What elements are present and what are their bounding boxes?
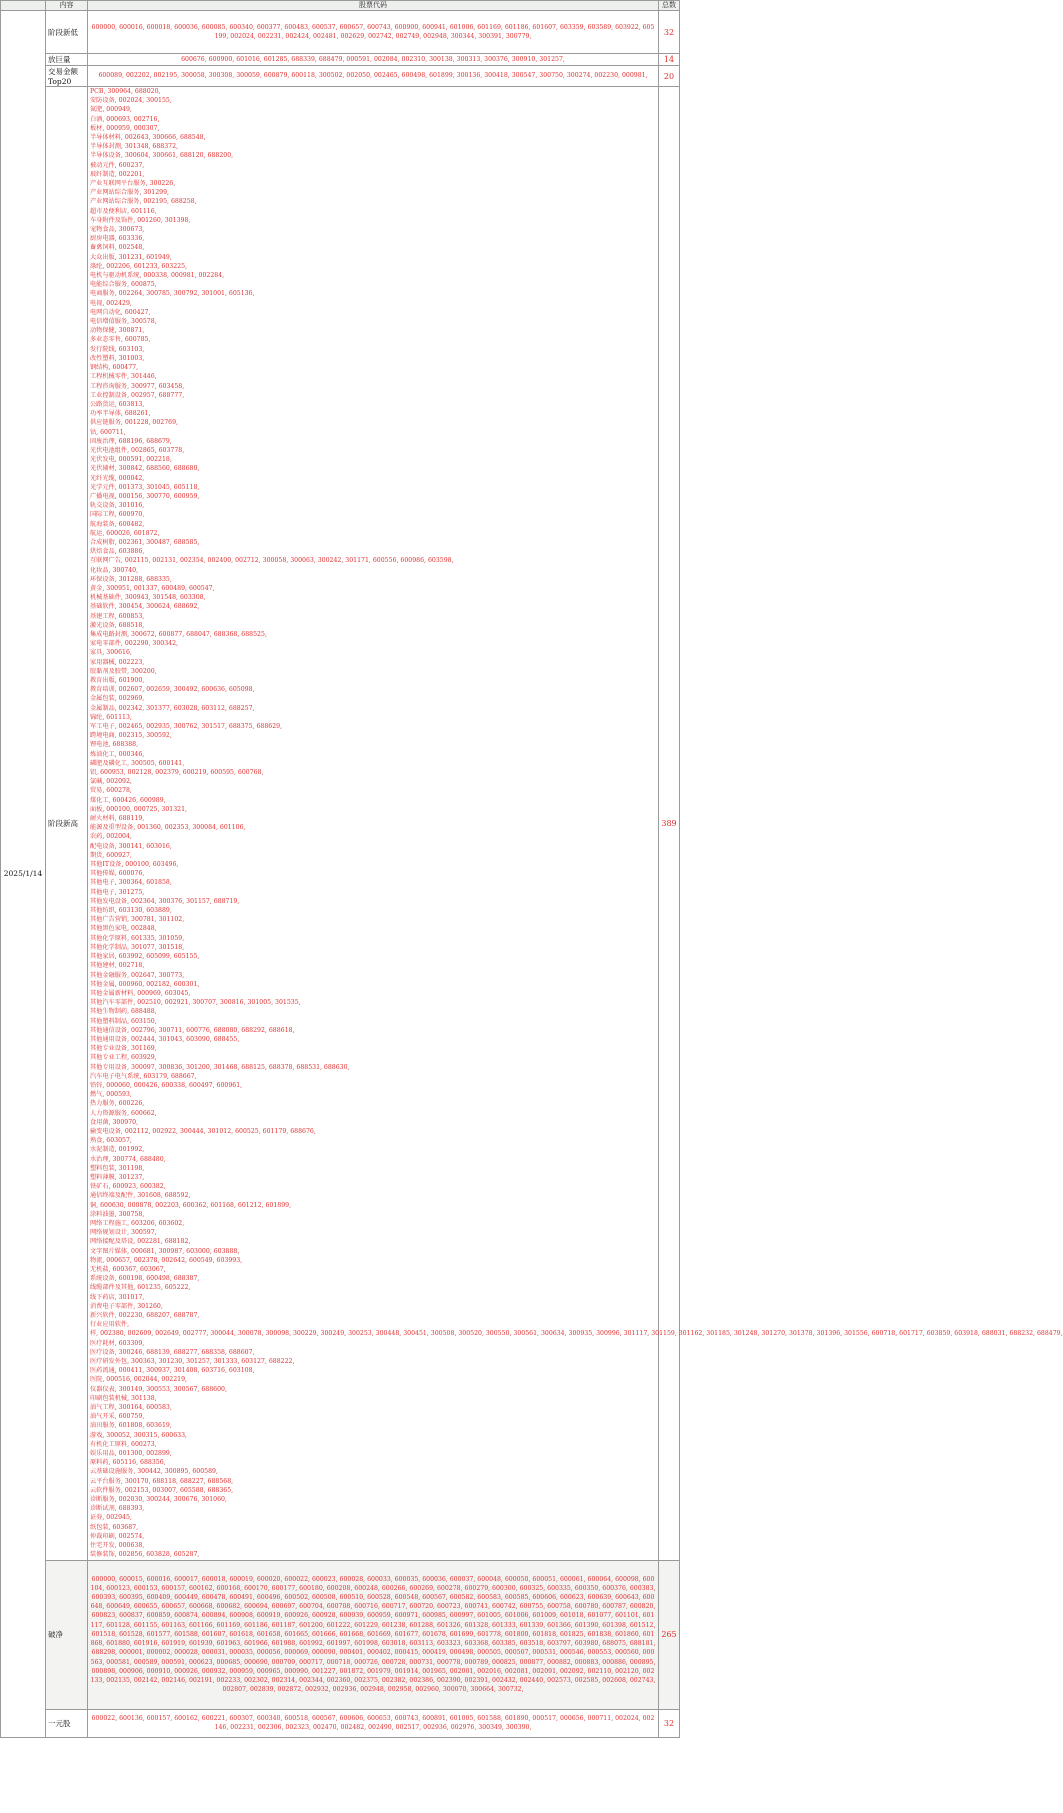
codes-penny-stock: 600022, 600136, 600157, 600162, 600221, 600307, 600340, 600518, 600567, 600606, 600653, 600743, 600891, 601005, 601588, 601890, 000517, 000656, 000711, 002024, 002146, 002231, 002306, 002323, 002470, 002482, 002490, 002517, 002936, 002976, 300349, 300390, <box>88 1709 659 1737</box>
sector-entry: 锦纶, 601113, <box>90 713 132 721</box>
sector-entry: 其他专业设备, 301169, <box>90 1045 157 1053</box>
sector-entry: 电机与驱动机系统, 000338, 000981, 002284, <box>90 272 225 280</box>
sector-entry: 娱乐用品, 001300, 002899, <box>90 1450 172 1458</box>
sector-entry: 仪器仪表, 300149, 300553, 300567, 688600, <box>90 1385 227 1393</box>
sector-entry: 黄金, 300951, 001337, 600489, 600547, <box>90 584 215 592</box>
sector-entry: 水治理, 300774, 688480, <box>90 1155 166 1163</box>
sector-entry: 胶黏剂及胶带, 300200, <box>90 667 157 675</box>
category-stage-high: 阶段新高 <box>46 87 88 1561</box>
sector-entry: 纸包装, 603687, <box>90 1523 139 1531</box>
sector-entry: 诊断服务, 002030, 300244, 300676, 301060, <box>90 1496 227 1504</box>
sector-entry: 动物保健, 300871, <box>90 327 145 335</box>
sector-entry: 新兴软件, 002230, 688207, 688787, <box>90 1312 200 1320</box>
sector-entry: 激光设备, 688518, <box>90 621 145 629</box>
sector-entry: 医疗耗材, 603309, <box>90 1339 145 1347</box>
sector-entry: 线缆部件及其他, 601235, 605222, <box>90 1284 191 1292</box>
sector-entry: 磷肥及磷化工, 300505, 600141, <box>90 759 185 767</box>
sector-entry: 其他汽车零部件, 002510, 002921, 300707, 300816, 301005, 301535, <box>90 999 301 1007</box>
row-stage-low <box>1 11 680 54</box>
sector-entry: 无机盐, 600367, 603067, <box>90 1266 166 1273</box>
sector-entry: 宠物食品, 300673, <box>90 226 145 234</box>
category-stage-low: 阶段新低 <box>46 11 88 54</box>
sector-entry: 其他金融服务, 002647, 300773, <box>90 971 185 979</box>
sector-entry: 玻纤制造, 002201, <box>90 170 145 178</box>
date-cell: 2025/1/14 <box>1 11 46 1738</box>
sector-entry: 云基础设施服务, 300442, 300895, 600589, <box>90 1468 218 1476</box>
sector-entry: 航运, 600026, 601872, <box>90 529 160 537</box>
sector-entry: 期货, 600927, <box>90 851 132 859</box>
row-top20-turnover <box>1 66 680 87</box>
sector-entry: 样, 002380, 002609, 002649, 002777, 300044, 300078, 300098, 300229, 300249, 300253, 300448, 300451, 300508, 300520, 300550, 300561, 300634, 300935, 300996, 301117, 301159, 301162, 301185, 301248, 301270, 301378, 301396, 301556, 600718, 601717, 603859, 603918, 688031, 688232, 688479, <box>90 1330 1063 1338</box>
sector-entry: PCB, 300964, 688020, <box>90 88 161 95</box>
sector-entry: 烘焙食品, 603886, <box>90 548 145 556</box>
sector-entry: 线下药店, 301017, <box>90 1293 145 1301</box>
sector-entry: 教育培训, 002607, 002659, 300492, 600636, 605098, <box>90 686 255 694</box>
sector-entry: 塑料包装, 301198, <box>90 1164 145 1172</box>
sector-entry: 有机化工原料, 600273, <box>90 1440 157 1448</box>
sector-entry: 医药流通, 000411, 300937, 301408, 603716, 603108, <box>90 1367 255 1375</box>
sector-entry: 基建工程, 600853, <box>90 612 145 620</box>
sector-entry: 光伏电池组件, 002865, 603778, <box>90 446 185 454</box>
sector-entry: 电视, 002429, <box>90 299 132 307</box>
sector-entry: 耐火材料, 688119, <box>90 815 145 823</box>
row-below-book <box>1 1560 680 1709</box>
sector-entry: 钢结构, 600477, <box>90 364 139 372</box>
sector-entry: 氯碱, 002092, <box>90 778 132 786</box>
sector-entry: 原料药, 605116, 688356, <box>90 1459 166 1467</box>
sector-entry: 家电零部件, 002290, 300342, <box>90 640 179 648</box>
sector-entry: 文字图片媒体, 000681, 300987, 603000, 603888, <box>90 1247 240 1255</box>
sector-entry: 钴, 600711, <box>90 428 126 436</box>
sector-entry: 其他建材, 002718, <box>90 962 145 970</box>
header-content: 内容 <box>46 1 88 11</box>
category-penny-stock: 一元股 <box>46 1709 88 1737</box>
sector-entry: 医院, 000516, 002044, 002219, <box>90 1376 188 1384</box>
sector-entry: 产业网站综合服务, 301299, <box>90 189 170 197</box>
sector-entry: 面板, 000100, 000725, 301321, <box>90 805 188 813</box>
sector-entry: 供应链服务, 001228, 002769, <box>90 419 179 427</box>
category-top20-turnover: 交易金额Top20 <box>46 66 88 87</box>
sector-entry: 半导体材料, 002643, 300666, 688548, <box>90 134 206 142</box>
sector-entry: 工业控制设备, 002957, 688777, <box>90 391 185 399</box>
sector-entry: 其他电子, 300364, 601858, <box>90 879 172 887</box>
sector-entry: 发行院线, 603103, <box>90 345 145 353</box>
count-stage-low: 32 <box>659 11 680 54</box>
sector-entry: 教育出版, 601900, <box>90 677 145 684</box>
sector-entry: 其他专业工程, 603929, <box>90 1054 157 1062</box>
sector-entry: 输变电设备, 002112, 002922, 300444, 301012, 600525, 601179, 688676, <box>90 1127 316 1135</box>
header-total: 总数 <box>659 1 680 11</box>
sector-entry: 网络规划设计, 300597, <box>90 1229 157 1237</box>
sector-entry: 燃气, 000593, <box>90 1091 132 1099</box>
sector-entry: 互联网广告, 002115, 002131, 002354, 002400, 002712, 300058, 300063, 300242, 301171, 600556, 600986, 603598, <box>90 557 454 565</box>
sector-entry: 其他发电设备, 002364, 300376, 301157, 688719, <box>90 897 240 905</box>
sector-entry: 其他金属新材料, 000969, 603045, <box>90 989 191 997</box>
sector-entry: 水泥制造, 001992, <box>90 1146 145 1154</box>
sector-entry: 工程机械零件, 301446, <box>90 373 157 381</box>
sector-entry: 国际工程, 600970, <box>90 511 145 519</box>
sector-entry: 铜, 600630, 000878, 002203, 600362, 601168, 601212, 601899, <box>90 1201 292 1209</box>
sector-entry: 半导体设备, 300604, 300661, 688120, 688200, <box>90 152 234 160</box>
sector-entry: 轨交设备, 301016, <box>90 502 145 510</box>
sector-entry: 畜禽饲料, 002548, <box>90 244 145 252</box>
sector-entry: 多业态零售, 600785, <box>90 336 151 344</box>
sector-entry: 集成电路封测, 300672, 600877, 688047, 688368, 688525, <box>90 630 267 638</box>
category-huge-volume: 放巨量 <box>46 54 88 66</box>
sector-entry: 氮肥, 000949, <box>90 106 132 114</box>
sector-entry: 车身附件及饰件, 001260, 301398, <box>90 216 191 224</box>
sector-entry: 铝, 600953, 002128, 002379, 600219, 600595, 600768, <box>90 769 264 777</box>
sector-entry: 云平台服务, 300170, 688118, 688227, 688568, <box>90 1477 234 1485</box>
sector-entry: 厨房电器, 603336, <box>90 235 145 243</box>
sector-entry: 配电设备, 300141, 603016, <box>90 842 172 850</box>
row-penny-stock <box>1 1709 680 1737</box>
sector-entry: 合成树脂, 002361, 300487, 688585, <box>90 538 200 546</box>
sector-entry: 锂电池, 688388, <box>90 741 139 749</box>
sector-entry: 板材, 000959, 000307, <box>90 124 160 132</box>
sector-entry: 其他专用设备, 300097, 300836, 301200, 301468, 688125, 688378, 688531, 688630, <box>90 1063 350 1071</box>
sector-entry: 光伏发电, 000591, 002218, <box>90 456 172 464</box>
sector-entry: 住宅开发, 000638, <box>90 1542 145 1550</box>
sector-entry: 金属包装, 002969, <box>90 695 145 703</box>
sector-entry: 机械基础件, 300943, 301548, 603308, <box>90 594 206 602</box>
sector-entry: 超市及便利店, 601116, <box>90 207 157 215</box>
sector-entry: 塑料薄膜, 301237, <box>90 1173 145 1181</box>
sector-entry: 熟食, 603057, <box>90 1137 132 1145</box>
sector-entry: 系统设备, 600198, 600498, 688387, <box>90 1275 200 1283</box>
header-codes: 股票代码 <box>88 1 659 11</box>
sector-entry: 其他通信设备, 002796, 300711, 600776, 688080, 688292, 688618, <box>90 1026 295 1034</box>
codes-top20-turnover: 600089, 002202, 002195, 300058, 300308, 300059, 600879, 600118, 300502, 002050, 002465, 600498, 601899, 300136, 300418, 300547, 300750, 300274, 002230, 000981, <box>88 66 659 87</box>
sector-entry: 食用菌, 300970, <box>90 1118 139 1126</box>
sector-entry: 其他通用设备, 002444, 301043, 603090, 688455, <box>90 1035 240 1043</box>
sector-entry: 人力资源服务, 600662, <box>90 1109 157 1117</box>
sector-entry: 行业应用软件, <box>90 1321 130 1329</box>
sector-entry: 光学元件, 001373, 301045, 605118, <box>90 483 200 491</box>
sector-entry: 铅锌, 000060, 000426, 600338, 600497, 600961, <box>90 1081 243 1089</box>
sector-entry: 其他传媒, 600076, <box>90 870 145 878</box>
sector-entry: 物流, 000657, 002378, 002642, 600549, 603993, <box>90 1256 243 1264</box>
sector-entry: 装修装饰, 002856, 603828, 605287, <box>90 1551 200 1559</box>
sector-entry: 涂料油墨, 300758, <box>90 1210 145 1218</box>
count-penny-stock: 32 <box>659 1709 680 1737</box>
sector-entry: 证券, 002945, <box>90 1514 132 1522</box>
sector-entry: 其他化学原料, 601335, 301059, <box>90 934 185 942</box>
sector-entry: 其他生物制药, 688488, <box>90 1008 157 1016</box>
sector-entry: 铁矿石, 600923, 600382, <box>90 1183 166 1191</box>
sector-entry: 诊断试剂, 688393, <box>90 1505 145 1513</box>
sector-entry: 油气工程, 300164, 600583, <box>90 1404 172 1412</box>
sector-entry: 油田服务, 601808, 603619, <box>90 1422 172 1430</box>
sector-entry: 能源及重型设备, 001360, 002353, 300084, 601106, <box>90 824 246 832</box>
sector-entry: 贸易, 600278, <box>90 787 132 795</box>
sector-entry: 其他广告营销, 300781, 301102, <box>90 916 185 924</box>
sector-entry: 涤纶, 002206, 601233, 603225, <box>90 262 188 270</box>
sector-entry: 改性塑料, 301003, <box>90 354 145 362</box>
sector-entry: 功率半导体, 688261, <box>90 410 151 418</box>
sector-entry: 公路货运, 603813, <box>90 400 145 408</box>
sector-entry: 电信增值服务, 300578, <box>90 318 157 326</box>
sector-entry: 其他纺织, 603130, 603889, <box>90 907 172 915</box>
category-below-book: 破净 <box>46 1560 88 1709</box>
sector-entry: 环保设备, 301288, 688335, <box>90 575 172 583</box>
sector-entry: 固废治理, 688196, 688679, <box>90 437 172 445</box>
sector-entry: 电网自动化, 600427, <box>90 308 151 316</box>
sector-entry: 游戏, 300052, 300315, 600633, <box>90 1431 188 1439</box>
sector-entry: 汽车电子电气系统, 603179, 688667, <box>90 1072 197 1080</box>
count-stage-high: 389 <box>659 87 680 1561</box>
count-top20-turnover: 20 <box>659 66 680 87</box>
sector-entry: 印刷包装机械, 301138, <box>90 1394 157 1402</box>
sector-entry: 医疗研发外包, 300363, 301230, 301257, 301333, 603127, 688222, <box>90 1358 295 1366</box>
sector-entry: 光纤光缆, 000042, <box>90 474 145 482</box>
sector-entry: 电能综合服务, 600875, <box>90 281 157 289</box>
sector-entry: 仲裁印刷, 002574, <box>90 1532 145 1540</box>
codes-huge-volume: 600676, 600900, 601016, 601285, 688339, 688479, 000591, 002084, 002310, 300138, 300313, 300376, 300910, 301257, <box>88 54 659 66</box>
sector-entry: 航海装备, 600482, <box>90 520 145 528</box>
sector-entry: 云软件服务, 002153, 003007, 605588, 688365, <box>90 1486 234 1494</box>
sector-entry: 被动元件, 600237, <box>90 161 145 169</box>
sector-entry: 通信终端及配件, 301608, 688592, <box>90 1192 191 1200</box>
sector-entry: 其他塑料制品, 603150, <box>90 1017 157 1025</box>
sector-entry: 化妆品, 300740, <box>90 566 139 574</box>
codes-below-book: 600000, 600015, 600016, 600017, 600018, 600019, 600020, 600022, 600023, 600028, 600033, 600035, 600036, 600037, 600048, 600050, 600051, 600061, 600064, 600098, 600104, 600123, 600153, 600157, 600162, 600168, 600170, 600177, 600180, 600208, 600248, 600266, 600269, 600278, 600279, 600300, 600325, 600335, 600350, 600376, 600383, 600393, 600395, 600409, 600449, 600478, 600491, 600496, 600502, 600508, 600510, 600528, 600548, 600567, 600582, 600583, 600585, 600606, 600623, 600639, 600643, 600648, 600649, 600655, 600657, 600668, 600682, 600694, 600697, 600704, 600708, 600716, 600717, 600720, 600723, 600741, 600742, 600755, 600758, 600780, 600787, 600820, 600823, 600837, 600859, 600874, 600894, 600908, 600919, 600926, 600928, 600939, 600959, 600971, 600985, 600997, 601005, 601006, 601009, 601018, 601077, 601101, 601117, 601128, 601155, 601163, 601166, 601169, 601186, 601187, 601200, 601222, 601229, 601238, 601288, 601326, 601328, 601333, 601339, 601366, 601390, 601398, 601512, 601518, 601528, 601577, 601588, 601607, 601618, 601658, 601665, 601666, 601668, 601669, 601677, 601678, 601699, 601778, 601800, 601818, 601825, 601838, 601860, 601868, 601880, 601916, 601919, 601939, 601963, 601966, 601988, 601992, 601997, 601998, 603018, 603113, 603323, 603368, 603385, 603518, 603797, 603980, 688075, 688181, 688298, 000001, 000002, 000028, 000031, 000035, 000056, 000069, 000090, 000401, 000402, 000415, 000419, 000498, 000505, 000507, 000531, 000546, 000553, 000560, 000563, 000581, 000589, 000591, 000623, 000685, 000690, 000709, 000717, 000718, 000726, 000728, 000731, 000778, 000789, 000825, 000877, 000882, 000883, 000886, 000895, 000898, 000906, 000910, 000926, 000932, 000959, 000965, 000990, 001227, 001872, 001979, 001914, 001965, 002001, 002016, 002081, 002091, 002092, 002110, 002120, 002133, 002135, 002142, 002146, 002191, 002233, 002302, 002314, 002344, 002360, 002375, 002382, 002386, 002390, 002391, 002432, 002440, 002573, 002585, 002608, 002743, 002807, 002839, 002872, 002932, 002936, 002948, 002958, 002960, 300070, 300664, 300732, <box>88 1560 659 1709</box>
sector-entry: 产业互联网平台服务, 300226, <box>90 180 176 188</box>
codes-stage-low: 600000, 600016, 600018, 600036, 600085, 600340, 600377, 600483, 600537, 600657, 600743, 600900, 600941, 601006, 601169, 601186, 601607, 603359, 603589, 603922, 605199, 002024, 002231, 002424, 002481, 002629, 002742, 002749, 002948, 300344, 300391, 300779, <box>88 11 659 54</box>
sector-entry: 油气开采, 600759, <box>90 1413 145 1421</box>
sector-entry: 其他家居, 603992, 605099, 605155, <box>90 953 200 961</box>
sector-entry: 家用器械, 002223, <box>90 658 145 666</box>
sector-entry: 白酒, 000693, 002716, <box>90 115 160 123</box>
sector-entry: 网络工程施工, 603206, 603602, <box>90 1219 185 1227</box>
header-date <box>1 1 46 11</box>
sector-entry: 大众出版, 301231, 601949, <box>90 253 172 261</box>
sector-entry: 家具, 300616, <box>90 649 132 657</box>
sector-entry: 工程咨询服务, 300977, 603458, <box>90 382 185 390</box>
sector-entry: 煤化工, 600426, 600989, <box>90 796 166 804</box>
sector-entry: 金属制品, 002342, 301377, 603028, 603112, 688257, <box>90 704 255 712</box>
row-huge-volume <box>1 54 680 66</box>
sector-entry: 基础软件, 300454, 300624, 688692, <box>90 603 200 611</box>
sector-entry: 热力服务, 600226, <box>90 1100 145 1108</box>
sector-entry: 军工电子, 002465, 002935, 300762, 301517, 688375, 688629, <box>90 723 283 731</box>
sector-entry: 消费电子零部件, 301260, <box>90 1302 163 1310</box>
sector-entry: 炼油化工, 000346, <box>90 750 145 758</box>
sector-entry: 其他黑色家电, 002848, <box>90 925 157 933</box>
row-stage-high <box>1 87 680 1561</box>
sector-entry: 半导体封测, 301348, 688372, <box>90 143 179 151</box>
sector-entry: 其他金属, 000960, 002182, 600301, <box>90 980 200 988</box>
sector-entry: 医疗设备, 300246, 688139, 688277, 688358, 688607, <box>90 1348 255 1356</box>
sector-entry: 农药, 002004, <box>90 833 132 841</box>
header-row <box>1 1 680 11</box>
sector-entry: 产业网站综合服务, 002195, 688258, <box>90 198 197 206</box>
sector-entry: 其他IT设备, 000100, 603496, <box>90 861 179 869</box>
sector-entry: 网络接配及塔设, 002281, 688182, <box>90 1238 191 1246</box>
sector-entry: 光伏辅材, 300842, 688560, 688680, <box>90 465 200 473</box>
sector-entry: 其他电子, 301275, <box>90 888 145 896</box>
count-huge-volume: 14 <box>659 54 680 66</box>
sector-entry: 安防设备, 002024, 300155, <box>90 97 172 105</box>
sector-entry: 电商服务, 002264, 300785, 300792, 301001, 605136, <box>90 290 255 298</box>
sector-entry: 跨境电商, 002315, 300592, <box>90 732 172 740</box>
count-below-book: 265 <box>659 1560 680 1709</box>
sector-entry: 其他化学制品, 301077, 301518, <box>90 943 185 951</box>
sector-entry: 广播电视, 000156, 300770, 600959, <box>90 492 200 500</box>
